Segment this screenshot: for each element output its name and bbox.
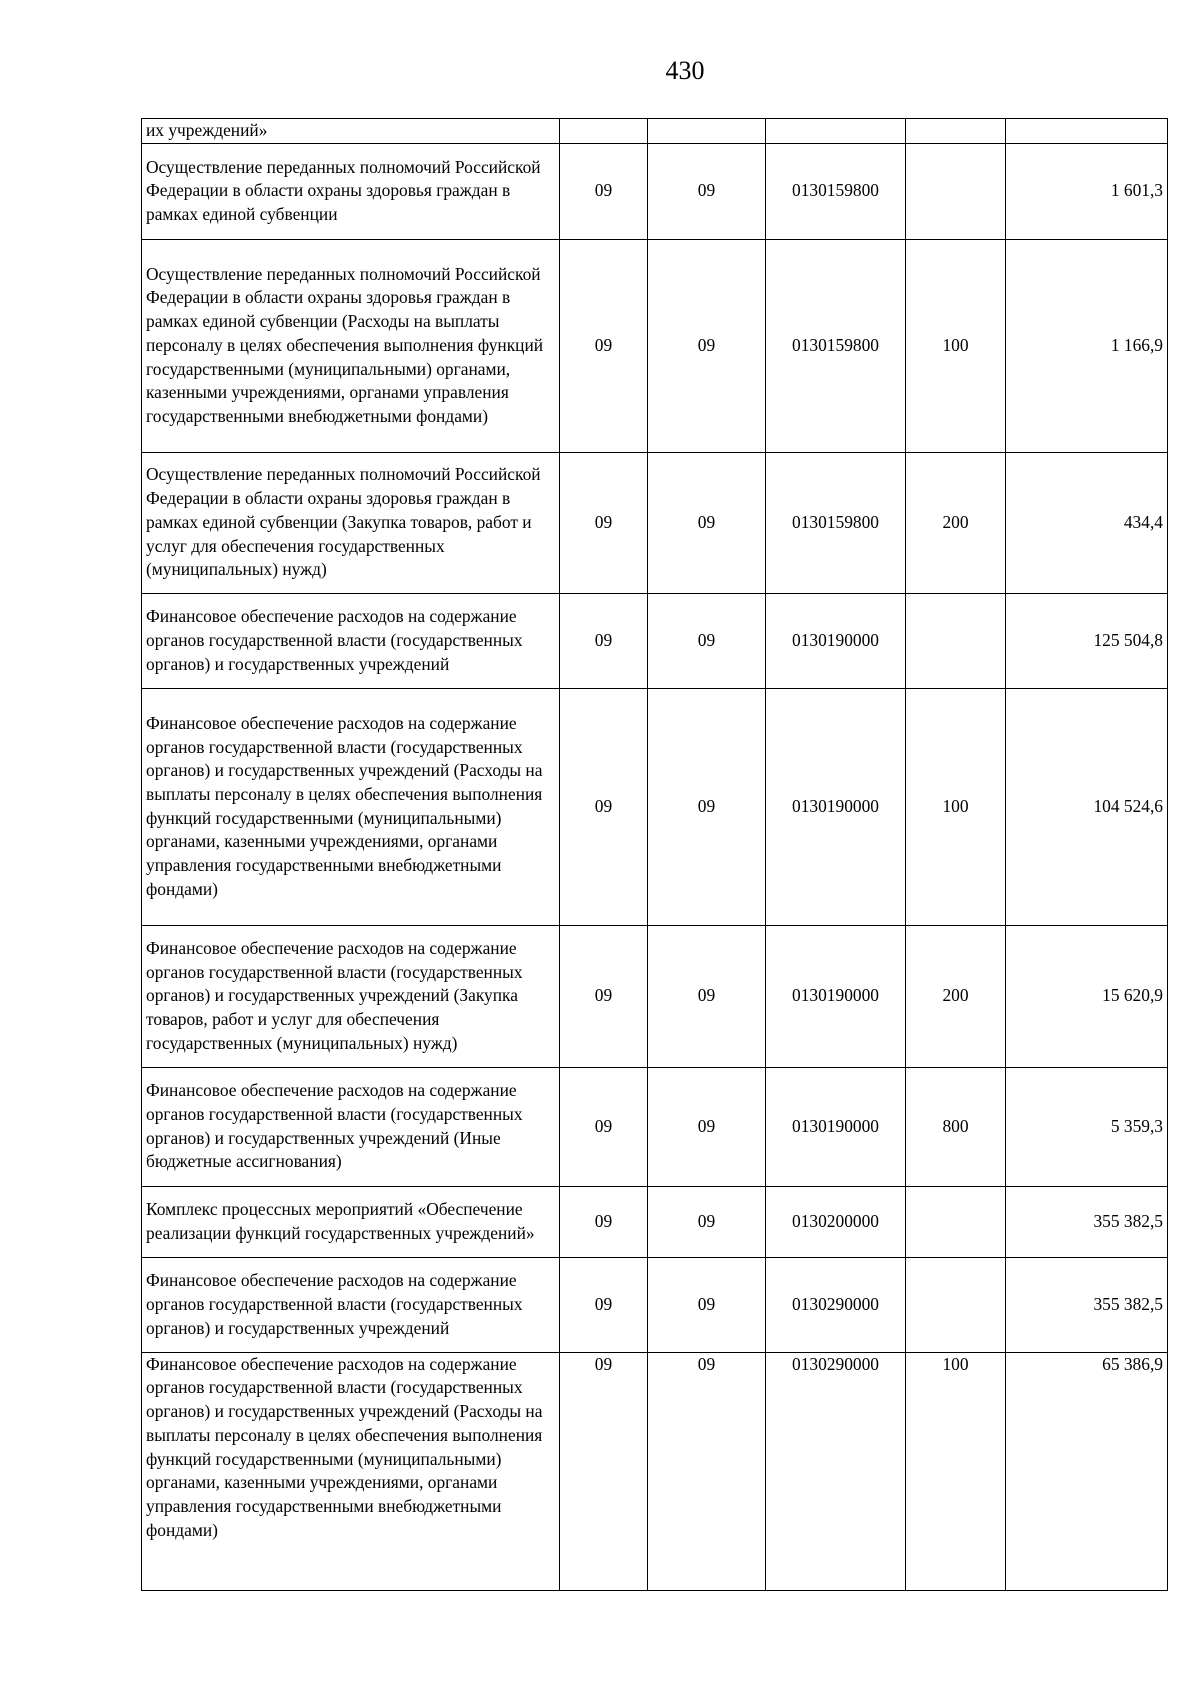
row-subsection: 09 bbox=[648, 1352, 766, 1590]
row-expense-type: 800 bbox=[906, 1067, 1006, 1186]
row-expense-type bbox=[906, 119, 1006, 144]
row-name: их учреждений» bbox=[142, 119, 560, 144]
row-subsection: 09 bbox=[648, 239, 766, 452]
row-subsection: 09 bbox=[648, 925, 766, 1067]
row-name: Финансовое обеспечение расходов на содержание органов государственной власти (государственных органов) и государственных учреждений (Расходы на выплаты персоналу в целях обеспечения выполнения функций государственными (муниципальными) органами, казенными учреждениями, органами управления государственными внебюджетными фондами) bbox=[142, 1352, 560, 1590]
row-name: Комплекс процессных мероприятий «Обеспечение реализации функций государственных учреждений» bbox=[142, 1186, 560, 1257]
row-expense-type: 200 bbox=[906, 925, 1006, 1067]
row-section: 09 bbox=[560, 1352, 648, 1590]
row-amount: 434,4 bbox=[1006, 452, 1168, 593]
row-section: 09 bbox=[560, 239, 648, 452]
row-amount: 355 382,5 bbox=[1006, 1186, 1168, 1257]
row-section: 09 bbox=[560, 1067, 648, 1186]
row-amount: 104 524,6 bbox=[1006, 688, 1168, 925]
row-subsection: 09 bbox=[648, 1257, 766, 1352]
row-amount bbox=[1006, 119, 1168, 144]
page-number: 430 bbox=[665, 56, 705, 85]
table-row bbox=[142, 239, 1168, 452]
row-name: Финансовое обеспечение расходов на содержание органов государственной власти (государственных органов) и государственных учреждений bbox=[142, 593, 560, 688]
row-amount: 65 386,9 bbox=[1006, 1352, 1168, 1590]
table-row bbox=[142, 119, 1168, 144]
row-expense-type: 100 bbox=[906, 1352, 1006, 1590]
row-section: 09 bbox=[560, 593, 648, 688]
row-section: 09 bbox=[560, 143, 648, 239]
row-section: 09 bbox=[560, 688, 648, 925]
row-name: Финансовое обеспечение расходов на содержание органов государственной власти (государственных органов) и государственных учреждений bbox=[142, 1257, 560, 1352]
row-target: 0130200000 bbox=[766, 1186, 906, 1257]
row-expense-type: 100 bbox=[906, 239, 1006, 452]
row-name: Финансовое обеспечение расходов на содержание органов государственной власти (государственных органов) и государственных учреждений (Закупка товаров, работ и услуг для обеспечения государственных (муниципальных) нужд) bbox=[142, 925, 560, 1067]
table-row bbox=[142, 143, 1168, 239]
row-target: 0130190000 bbox=[766, 593, 906, 688]
row-expense-type bbox=[906, 1257, 1006, 1352]
row-target: 0130290000 bbox=[766, 1257, 906, 1352]
row-name: Осуществление переданных полномочий Российской Федерации в области охраны здоровья граждан в рамках единой субвенции bbox=[142, 143, 560, 239]
row-amount: 5 359,3 bbox=[1006, 1067, 1168, 1186]
row-section bbox=[560, 119, 648, 144]
row-target: 0130290000 bbox=[766, 1352, 906, 1590]
table-row bbox=[142, 925, 1168, 1067]
row-expense-type bbox=[906, 1186, 1006, 1257]
row-name: Финансовое обеспечение расходов на содержание органов государственной власти (государственных органов) и государственных учреждений (Иные бюджетные ассигнования) bbox=[142, 1067, 560, 1186]
row-amount: 1 166,9 bbox=[1006, 239, 1168, 452]
row-target: 0130159800 bbox=[766, 452, 906, 593]
row-target: 0130190000 bbox=[766, 1067, 906, 1186]
table-row bbox=[142, 1186, 1168, 1257]
budget-table bbox=[141, 118, 1168, 1591]
row-amount: 355 382,5 bbox=[1006, 1257, 1168, 1352]
row-section: 09 bbox=[560, 925, 648, 1067]
row-expense-type bbox=[906, 143, 1006, 239]
row-target bbox=[766, 119, 906, 144]
row-subsection: 09 bbox=[648, 1067, 766, 1186]
row-target: 0130190000 bbox=[766, 688, 906, 925]
table-row bbox=[142, 452, 1168, 593]
row-name: Финансовое обеспечение расходов на содержание органов государственной власти (государственных органов) и государственных учреждений (Расходы на выплаты персоналу в целях обеспечения выполнения функций государственными (муниципальными) органами, казенными учреждениями, органами управления государственными внебюджетными фондами) bbox=[142, 688, 560, 925]
row-target: 0130190000 bbox=[766, 925, 906, 1067]
row-subsection: 09 bbox=[648, 688, 766, 925]
row-section: 09 bbox=[560, 452, 648, 593]
row-amount: 1 601,3 bbox=[1006, 143, 1168, 239]
row-expense-type: 200 bbox=[906, 452, 1006, 593]
row-subsection: 09 bbox=[648, 143, 766, 239]
table-row bbox=[142, 1257, 1168, 1352]
row-target: 0130159800 bbox=[766, 143, 906, 239]
row-subsection: 09 bbox=[648, 593, 766, 688]
table-row bbox=[142, 1067, 1168, 1186]
row-amount: 125 504,8 bbox=[1006, 593, 1168, 688]
row-name: Осуществление переданных полномочий Российской Федерации в области охраны здоровья граждан в рамках единой субвенции (Расходы на выплаты персоналу в целях обеспечения выполнения функций государственными (муниципальными) органами, казенными учреждениями, органами управления государственными внебюджетными фондами) bbox=[142, 239, 560, 452]
row-subsection bbox=[648, 119, 766, 144]
row-name: Осуществление переданных полномочий Российской Федерации в области охраны здоровья граждан в рамках единой субвенции (Закупка товаров, работ и услуг для обеспечения государственных (муниципальных) нужд) bbox=[142, 452, 560, 593]
row-section: 09 bbox=[560, 1186, 648, 1257]
row-subsection: 09 bbox=[648, 1186, 766, 1257]
table-row bbox=[142, 1352, 1168, 1590]
row-amount: 15 620,9 bbox=[1006, 925, 1168, 1067]
row-target: 0130159800 bbox=[766, 239, 906, 452]
row-expense-type: 100 bbox=[906, 688, 1006, 925]
row-section: 09 bbox=[560, 1257, 648, 1352]
table-row bbox=[142, 688, 1168, 925]
row-subsection: 09 bbox=[648, 452, 766, 593]
row-expense-type bbox=[906, 593, 1006, 688]
table-row bbox=[142, 593, 1168, 688]
